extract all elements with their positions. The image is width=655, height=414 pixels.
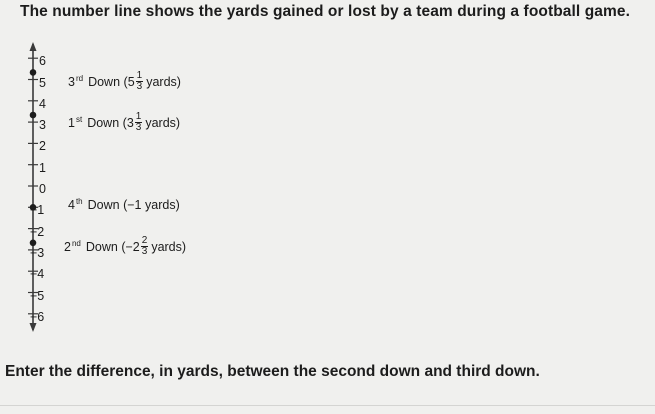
fraction-denominator: 3	[141, 246, 148, 257]
down-open-paren: (	[122, 115, 127, 130]
fraction-denominator: 3	[136, 81, 143, 92]
fraction-numerator: 1	[136, 70, 143, 81]
down-label-fourth	[68, 198, 180, 212]
tick-label: −4	[30, 267, 45, 282]
down-ordinal-suffix: th	[75, 197, 83, 206]
fraction	[136, 71, 144, 92]
tick-label: 0	[39, 182, 46, 196]
down-ordinal-suffix: rd	[75, 73, 84, 83]
down-point	[30, 112, 37, 119]
down-open-paren: (	[121, 239, 126, 254]
down-label-first	[68, 112, 180, 133]
tick-label: 6	[39, 54, 46, 69]
down-open-paren: (	[123, 74, 128, 89]
down-point	[30, 69, 37, 76]
tick-label: −5	[30, 288, 45, 303]
down-word: Down	[87, 198, 120, 212]
down-unit: yards)	[151, 239, 187, 254]
down-unit: yards)	[146, 74, 181, 89]
fraction-numerator: 1	[135, 111, 142, 122]
tick-label: −3	[30, 245, 45, 260]
arrow-up-icon	[30, 42, 37, 51]
tick-label: −6	[30, 309, 45, 324]
question-text: Enter the difference, in yards, between the second down and third down.	[5, 363, 540, 380]
down-label-second	[64, 236, 186, 257]
down-label-third	[68, 71, 181, 92]
fraction-numerator: 2	[141, 235, 148, 246]
fraction-denominator: 3	[135, 122, 142, 133]
tick-label: 4	[39, 96, 46, 111]
tick-label: 3	[39, 118, 46, 133]
fraction	[141, 236, 149, 257]
down-ordinal: 2	[64, 239, 71, 254]
down-word: Down	[85, 239, 118, 254]
tick-label: 5	[39, 75, 46, 90]
down-whole: 3	[126, 115, 134, 130]
down-ordinal-suffix: st	[75, 114, 83, 124]
down-ordinal: 4	[68, 198, 75, 212]
answer-divider	[0, 405, 655, 406]
tick-label: 2	[39, 139, 46, 154]
down-word: Down	[88, 74, 121, 89]
down-whole: 5	[127, 74, 135, 89]
problem-prompt: The number line shows the yards gained or lost by a team during a football game.	[20, 3, 631, 20]
arrow-down-icon	[30, 323, 37, 332]
tick-label: −2	[30, 224, 45, 239]
down-unit: yards)	[145, 198, 180, 212]
down-ordinal-suffix: nd	[71, 238, 81, 248]
down-ordinal: 1	[68, 115, 75, 130]
down-value: −1	[127, 198, 142, 212]
down-open-paren: (	[123, 198, 128, 212]
down-unit: yards)	[145, 115, 181, 130]
down-ordinal: 3	[68, 74, 75, 89]
fraction	[135, 112, 143, 133]
down-word: Down	[87, 115, 120, 130]
tick-label: −1	[30, 203, 45, 218]
down-value: −2	[125, 239, 140, 254]
tick-label: 1	[39, 160, 46, 175]
